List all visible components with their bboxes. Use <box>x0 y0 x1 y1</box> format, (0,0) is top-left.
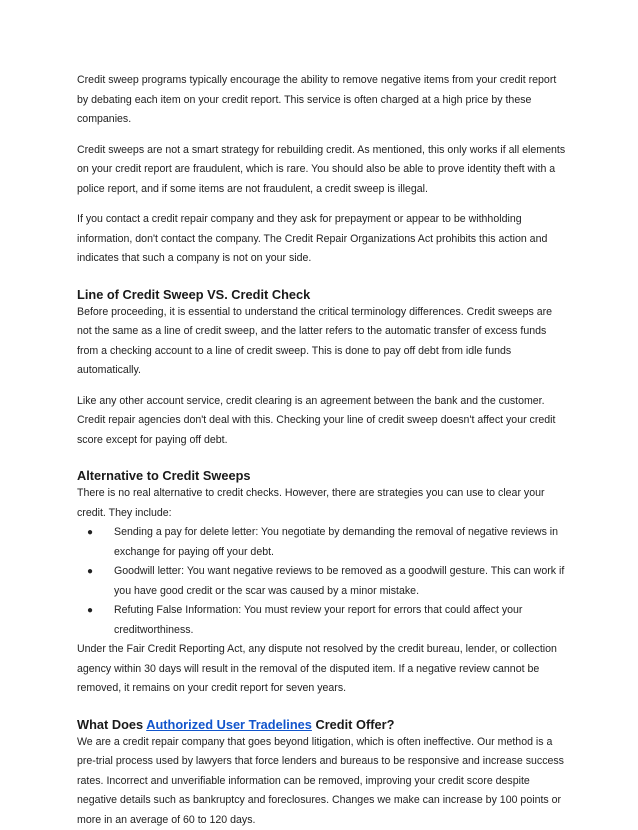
list-item <box>84 601 567 640</box>
intro-paragraph-1: Credit sweep programs typically encourage the ability to remove negative items from your credit report by debating each item on your credit report. This service is often charged at a high price by these companies. <box>77 71 567 130</box>
intro-paragraph-2: Credit sweeps are not a smart strategy for rebuilding credit. As mentioned, this only works if all elements on your credit report are fraudulent, which is rare. You should also be able to prove identity theft with a police report, and if some items are not fraudulent, a credit sweep is illegal. <box>77 141 567 200</box>
document-page <box>77 71 567 830</box>
alternatives-intro: There is no real alternative to credit checks. However, there are strategies you can use to clear your credit. They include: <box>77 484 567 523</box>
section-heading-line-of-credit: Line of Credit Sweep VS. Credit Check <box>77 286 567 303</box>
bullet-icon: ● <box>87 523 93 543</box>
list-item-text: Refuting False Information: You must review your report for errors that could affect your creditworthiness. <box>114 604 522 636</box>
heading-suffix: Credit Offer? <box>312 717 394 732</box>
section-heading-alternatives: Alternative to Credit Sweeps <box>77 467 567 484</box>
alternatives-list <box>77 523 567 640</box>
authorized-user-paragraph: We are a credit repair company that goes beyond litigation, which is often ineffective. Our method is a pre-trial process used by lawyers that force lenders and bureaus to be responsive and increase success rates. Incorrect and unverifiable information can be removed, improving your credit score despite negative details such as bankruptcy and foreclosures. Changes we make can increase by 100 points or more in an average of 60 to 120 days. <box>77 733 567 830</box>
section-heading-authorized-user <box>77 716 567 733</box>
line-of-credit-paragraph-1: Before proceeding, it is essential to understand the critical terminology differences. Credit sweeps are not the same as a line of credit sweep, and the latter refers to the automatic transfer of excess funds from a checking account to a line of credit sweep. This is done to pay off debt from idle funds automatically. <box>77 303 567 381</box>
bullet-icon: ● <box>87 562 93 582</box>
line-of-credit-paragraph-2: Like any other account service, credit clearing is an agreement between the bank and the customer. Credit repair agencies don't deal with this. Checking your line of credit sweep doesn't affect your credit score except for paying off debt. <box>77 392 567 451</box>
alternatives-outro: Under the Fair Credit Reporting Act, any dispute not resolved by the credit bureau, lender, or collection agency within 30 days will result in the removal of the disputed item. If a negative review cannot be removed, it remains on your credit report for seven years. <box>77 640 567 699</box>
heading-prefix: What Does <box>77 717 146 732</box>
list-item-text: Goodwill letter: You want negative reviews to be removed as a goodwill gesture. This can work if you have good credit or the scar was caused by a minor mistake. <box>114 565 564 597</box>
list-item-text: Sending a pay for delete letter: You negotiate by demanding the removal of negative reviews in exchange for paying off your debt. <box>114 526 558 558</box>
authorized-user-tradelines-link[interactable]: Authorized User Tradelines <box>146 717 312 732</box>
bullet-icon: ● <box>87 601 93 621</box>
list-item <box>84 523 567 562</box>
intro-paragraph-3: If you contact a credit repair company and they ask for prepayment or appear to be withholding information, don't contact the company. The Credit Repair Organizations Act prohibits this action and indicates that such a company is not on your side. <box>77 210 567 269</box>
list-item <box>84 562 567 601</box>
